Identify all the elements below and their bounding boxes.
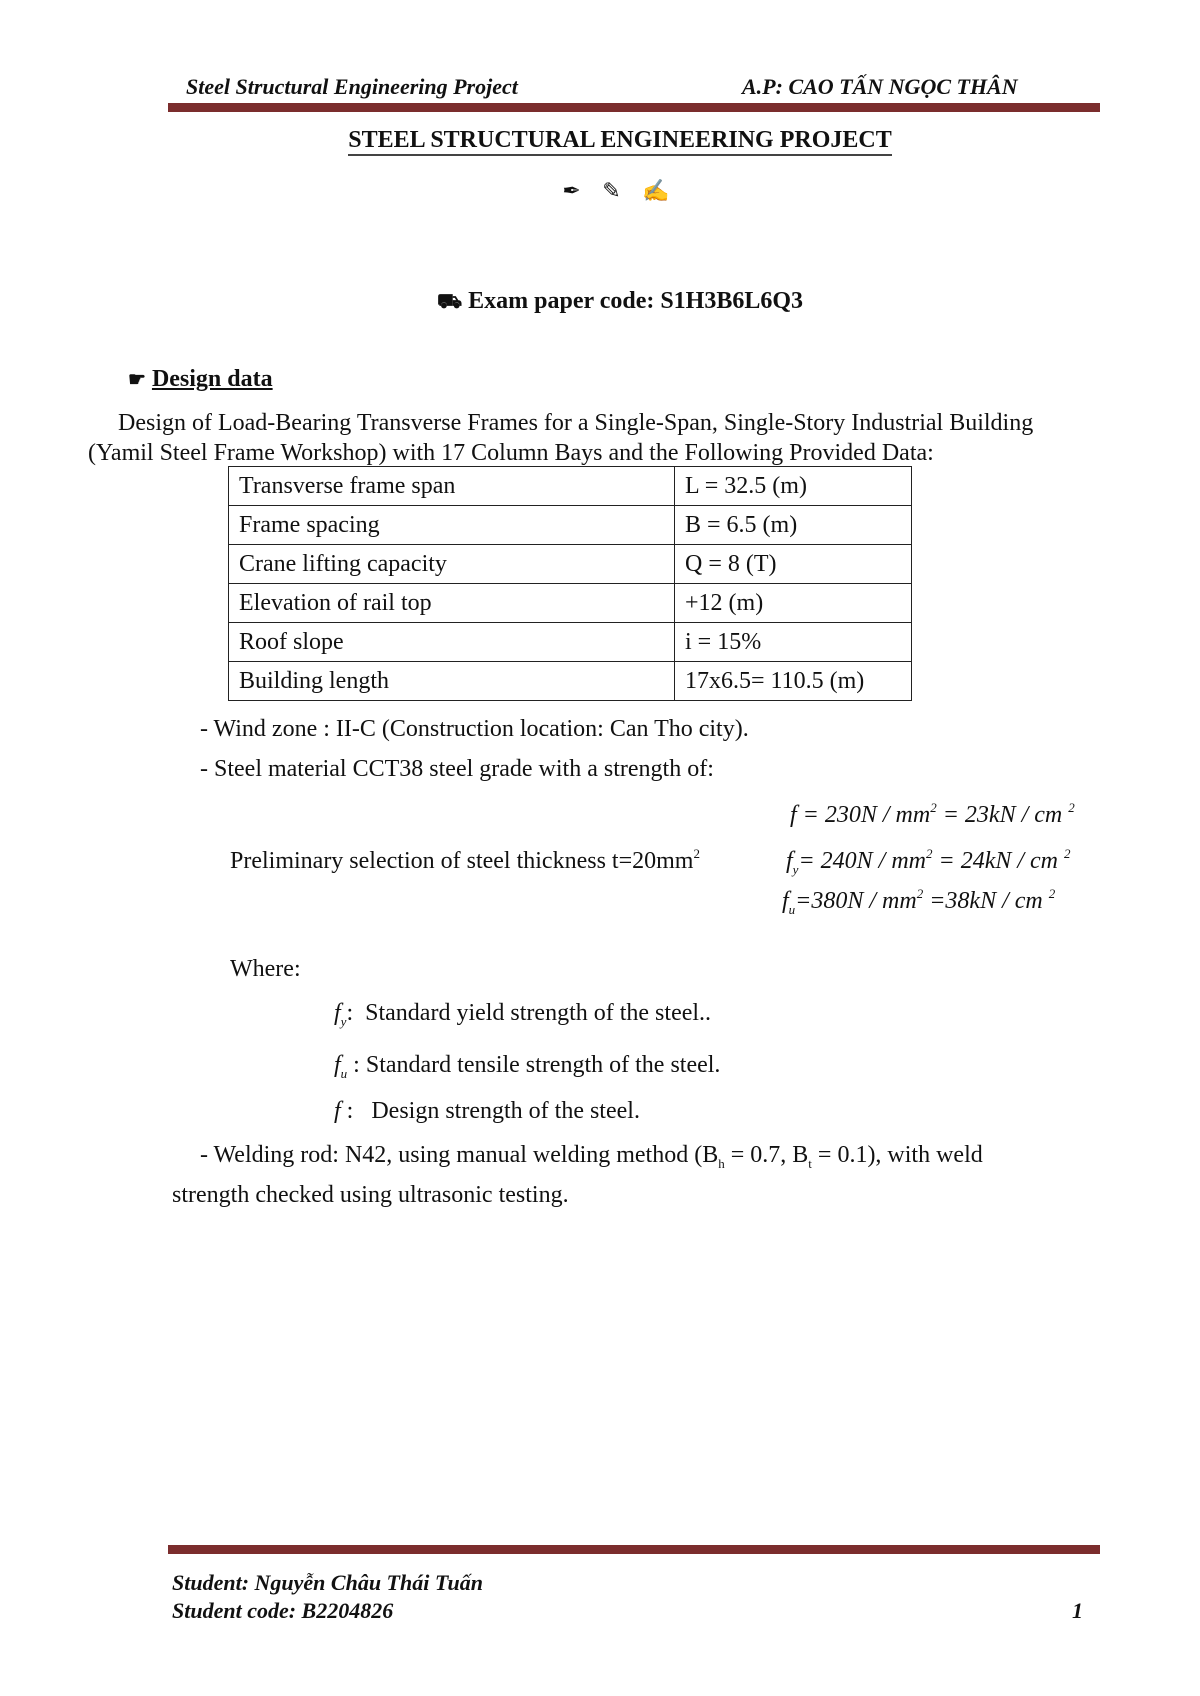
where-label: Where: bbox=[230, 956, 301, 982]
welding-line-2: strength checked using ultrasonic testing. bbox=[172, 1182, 569, 1208]
header-left-text: Steel Structural Engineering Project bbox=[186, 74, 518, 99]
table-cell-label: Transverse frame span bbox=[229, 467, 675, 506]
table-row bbox=[229, 467, 912, 506]
preliminary-selection-text: Preliminary selection of steel thickness $t=20mm^2$ bbox=[230, 846, 700, 874]
intro-line-2: (Yamil Steel Frame Workshop) with 17 Column Bays and the Following Provided Data: bbox=[88, 440, 934, 466]
table-cell-value: Q = 8 (T) bbox=[675, 545, 912, 584]
table-cell-value: B = 6.5 (m) bbox=[675, 506, 912, 545]
table-cell-label: Crane lifting capacity bbox=[229, 545, 675, 584]
formula-f: $f = 230N / mm^2 = 23kN$ / cm $^2$ bbox=[790, 800, 1075, 828]
pointing-hand-icon: ☛ bbox=[128, 369, 146, 391]
table-cell-value: 17x6.5= 110.5 (m) bbox=[675, 662, 912, 701]
table-cell-label: Elevation of rail top bbox=[229, 584, 675, 623]
table-row bbox=[229, 545, 912, 584]
where-f-line: f : Design strength of the steel. bbox=[334, 1098, 640, 1124]
table-cell-label: Roof slope bbox=[229, 623, 675, 662]
formula-fy: $f_y= 240N / mm^2 = 24kN$ / cm $^2$ bbox=[786, 846, 1071, 877]
table-cell-value: L = 32.5 (m) bbox=[675, 467, 912, 506]
page-number: 1 bbox=[1072, 1598, 1083, 1623]
table-cell-value: i = 15% bbox=[675, 623, 912, 662]
vehicle-icon: ⛟ bbox=[436, 291, 463, 313]
design-data-heading bbox=[128, 366, 273, 393]
header-rule bbox=[168, 103, 1100, 112]
design-data-heading-text: Design data bbox=[151, 366, 273, 392]
design-data-table bbox=[228, 466, 912, 701]
table-row bbox=[229, 623, 912, 662]
wind-zone-text: - Wind zone : II-C (Construction location: Can Tho city). bbox=[200, 716, 749, 742]
table-cell-label: Building length bbox=[229, 662, 675, 701]
welding-line-1: - Welding rod: N42, using manual welding method ($B_h = 0.7$, $B_t = 0.1$), with weld bbox=[200, 1142, 983, 1171]
table-row bbox=[229, 506, 912, 545]
footer-rule bbox=[168, 1545, 1100, 1554]
header-right-text: A.P: CAO TẤN NGỌC THÂN bbox=[742, 74, 1018, 99]
footer-student-name: Student: Nguyễn Châu Thái Tuấn bbox=[172, 1570, 483, 1595]
intro-line-1: Design of Load-Bearing Transverse Frames for a Single-Span, Single-Story Industrial Building bbox=[118, 410, 1034, 436]
table-row bbox=[229, 662, 912, 701]
exam-code-text: Exam paper code: S1H3B6L6Q3 bbox=[468, 288, 804, 314]
where-fu-line: $f_u$ : Standard tensile strength of the steel. bbox=[334, 1052, 721, 1081]
page-title: STEEL STRUCTURAL ENGINEERING PROJECT bbox=[0, 127, 1200, 154]
formula-fu: $f_u=380N / mm^2 =38kN$ / cm $^2$ bbox=[782, 886, 1056, 917]
table-row bbox=[229, 584, 912, 623]
where-fy-line: $f_y$: Standard yield strength of the steel.. bbox=[334, 1000, 712, 1029]
exam-code bbox=[0, 288, 1200, 316]
table-cell-value: +12 (m) bbox=[675, 584, 912, 623]
table-cell-label: Frame spacing bbox=[229, 506, 675, 545]
steel-material-text: - Steel material CCT38 steel grade with a strength of: bbox=[200, 756, 714, 782]
footer-student-code: Student code: B2204826 bbox=[172, 1598, 394, 1623]
ornament-icons: ✒ ✎ ✍ bbox=[562, 178, 678, 203]
